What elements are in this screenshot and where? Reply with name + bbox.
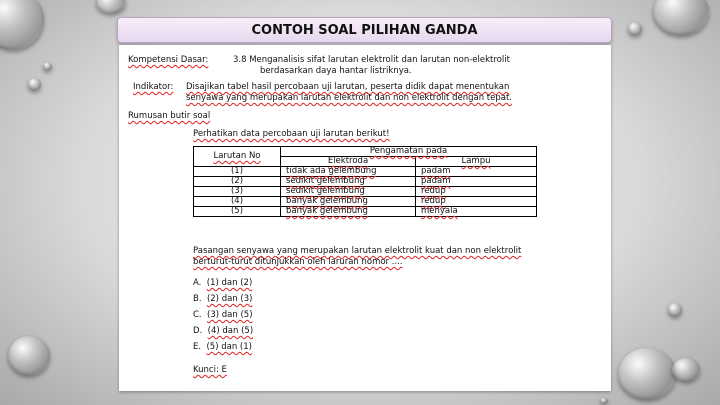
table-header-pengamatan: Pengamatan pada: [281, 147, 537, 157]
answer-key: Kunci: E: [193, 365, 227, 375]
row-number: (3): [194, 187, 281, 197]
water-droplet-decoration: [8, 336, 50, 376]
slide-title-bar: [117, 17, 612, 43]
option-text: (1) dan (2): [206, 278, 253, 288]
row-lampu: menyala: [416, 207, 537, 217]
row-number: (5): [194, 207, 281, 217]
row-lampu: padam: [416, 177, 537, 187]
row-elektroda: banyak gelembung: [281, 207, 416, 217]
kompetensi-label: Kompetensi Dasar:: [128, 55, 209, 65]
row-elektroda: sedikit gelembung: [281, 187, 416, 197]
water-droplet-decoration: [96, 0, 126, 14]
table-row: [194, 167, 537, 177]
row-number: (1): [194, 167, 281, 177]
option-text: (3) dan (5): [207, 310, 253, 320]
option-text: (2) dan (3): [206, 294, 253, 304]
answer-option: [193, 342, 252, 352]
option-letter: E.: [193, 342, 202, 352]
table-header-elektroda: Elektroda: [281, 157, 416, 167]
slide-title: CONTOH SOAL PILIHAN GANDA: [251, 22, 478, 38]
option-letter: D.: [193, 326, 203, 336]
option-letter: C.: [193, 310, 202, 320]
row-number: (4): [194, 197, 281, 207]
table-row: [194, 187, 537, 197]
answer-option: [193, 294, 252, 304]
option-letter: A.: [193, 278, 202, 288]
row-elektroda: sedikit gelembung: [281, 177, 416, 187]
water-droplet-decoration: [618, 348, 676, 400]
indikator-line2: senyawa yang merupakan larutan elektrolit dan non elektrolit dengan tepat.: [186, 93, 512, 103]
answer-option: [193, 278, 252, 288]
row-lampu: redup: [416, 187, 537, 197]
table-row: [194, 197, 537, 207]
answer-option: [193, 310, 253, 320]
water-droplet-decoration: [600, 398, 608, 404]
kompetensi-line2: berdasarkan daya hantar listriknya.: [260, 66, 412, 76]
table-row: [194, 207, 537, 217]
indikator-line1: Disajikan tabel hasil percobaan uji larutan, peserta didik dapat menentukan: [186, 82, 510, 92]
water-droplet-decoration: [672, 358, 700, 382]
kompetensi-line1: 3.8 Menganalisis sifat larutan elektrolit dan larutan non-elektrolit: [233, 55, 510, 65]
water-droplet-decoration: [28, 78, 41, 91]
water-droplet-decoration: [0, 0, 44, 50]
row-elektroda: tidak ada gelembung: [281, 167, 416, 177]
row-number: (2): [194, 177, 281, 187]
rumusan-heading: Rumusan butir soal: [128, 111, 211, 121]
question-intro: Perhatikan data percobaan uji larutan berikut!: [193, 129, 390, 139]
row-lampu: padam: [416, 167, 537, 177]
table-header-lampu: Lampu: [416, 157, 537, 167]
table-header-larutan: Larutan No: [194, 147, 281, 167]
option-text: (5) dan (1): [206, 342, 252, 352]
observation-table: [193, 146, 537, 217]
row-lampu: redup: [416, 197, 537, 207]
option-text: (4) dan (5): [207, 326, 254, 336]
water-droplet-decoration: [653, 0, 709, 36]
question-line2: berturut-turut ditunjukkan oleh laruran nomor ....: [193, 257, 403, 267]
document-page: [119, 45, 611, 391]
water-droplet-decoration: [628, 22, 642, 36]
water-droplet-decoration: [668, 303, 682, 317]
indikator-label: Indikator:: [133, 82, 174, 92]
answer-option: [193, 326, 253, 336]
question-line1: Pasangan senyawa yang merupakan larutan elektrolit kuat dan non elektrolit: [193, 246, 522, 256]
row-elektroda: banyak gelembung: [281, 197, 416, 207]
water-droplet-decoration: [43, 62, 52, 71]
table-row: [194, 177, 537, 187]
option-letter: B.: [193, 294, 202, 304]
